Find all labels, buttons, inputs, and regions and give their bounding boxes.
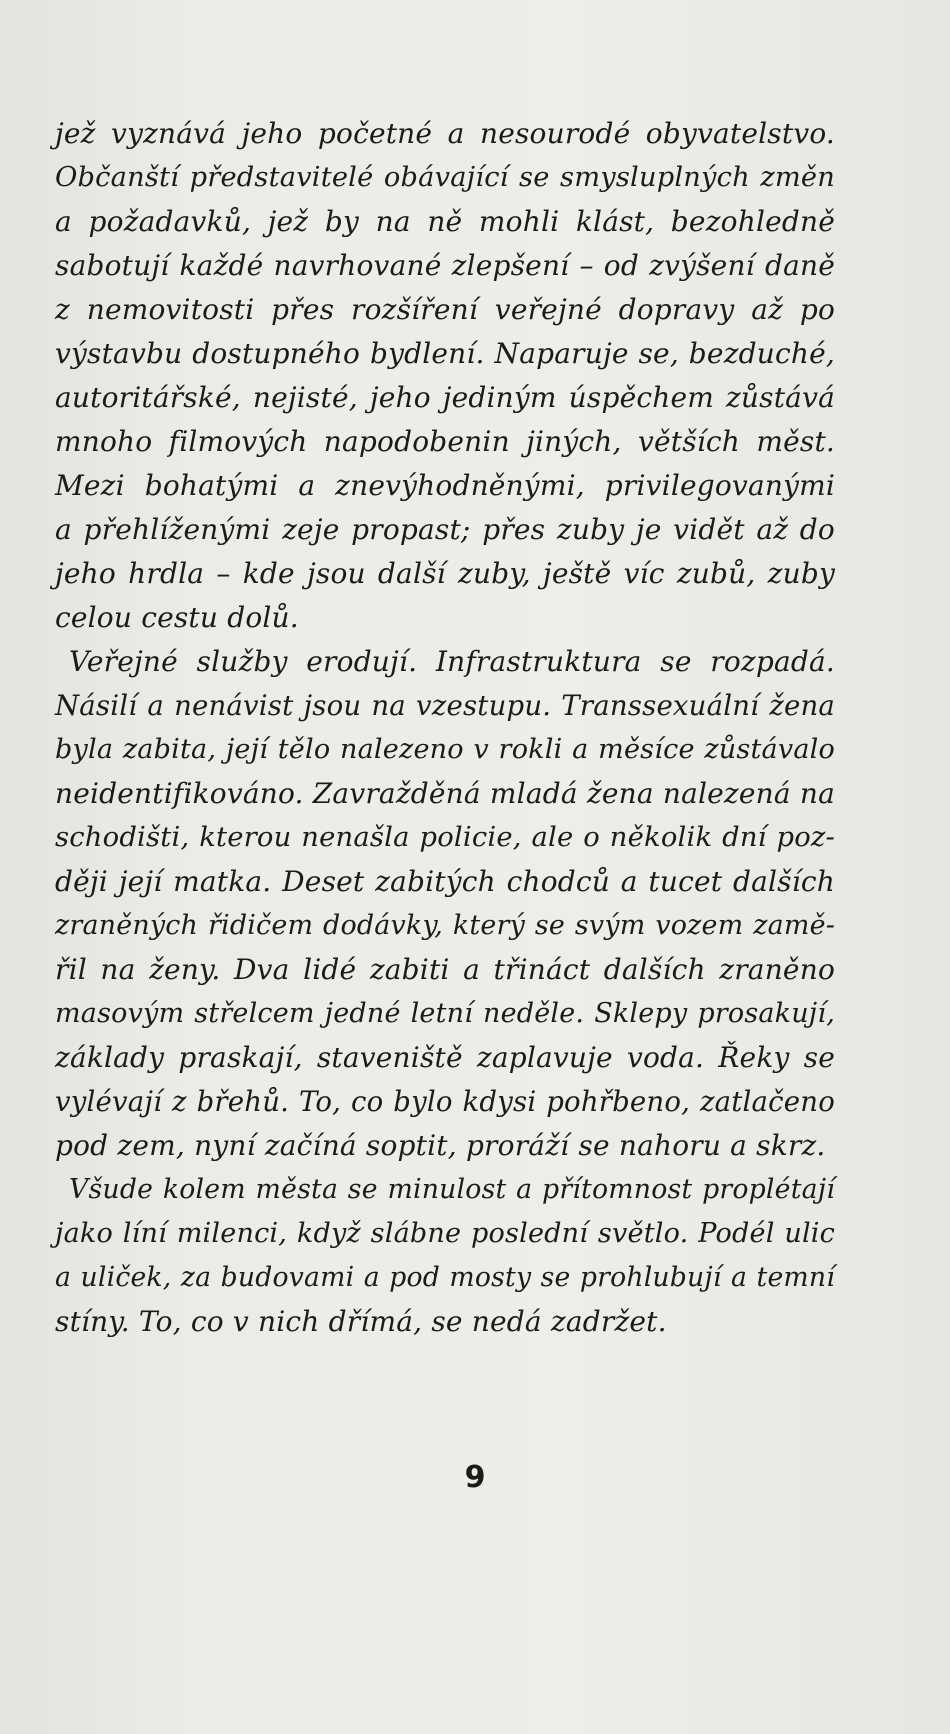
text-line: jako líní milenci, když slábne poslední světlo. Podél ulic <box>55 1218 835 1249</box>
text-line: celou cestu dolů. <box>55 601 299 634</box>
text-line: základy praskají, staveniště zaplavuje voda. Řeky se <box>55 1041 835 1074</box>
text-line: vylévají z břehů. To, co bylo kdysi pohřbeno, zatlačeno <box>55 1086 835 1118</box>
paragraph <box>55 1168 835 1344</box>
text-line: ději její matka. Deset zabitých chodců a tucet dalších <box>55 865 835 898</box>
text-line: zraněných řidičem dodávky, který se svým vozem zamě- <box>55 910 835 941</box>
text-line: Občanští představitelé obávající se smysluplných změn <box>55 162 835 193</box>
text-line: masovým střelcem jedné letní neděle. Sklepy prosakují, <box>55 998 835 1029</box>
page-number: 9 <box>464 1460 486 1495</box>
text-line: jeho hrdla – kde jsou další zuby, ještě víc zubů, zuby <box>55 557 835 590</box>
text-line: pod zem, nyní začíná soptit, proráží se nahoru a skrz. <box>55 1129 826 1162</box>
body-text <box>55 112 835 1344</box>
text-line: řil na ženy. Dva lidé zabiti a třináct dalších zraněno <box>55 953 835 986</box>
text-line: a uliček, za budovami a pod mosty se prohlubují a temní <box>55 1262 835 1293</box>
paragraph <box>55 640 835 1168</box>
text-line: a požadavků, jež by na ně mohli klást, bezohledně <box>55 205 835 238</box>
text-line: byla zabita, její tělo nalezeno v rokli a měsíce zůstávalo <box>55 734 835 765</box>
paragraph <box>55 112 835 640</box>
text-line: mnoho filmových napodobenin jiných, větších měst. <box>55 425 835 458</box>
text-line: Všude kolem města se minulost a přítomnost proplétají <box>69 1174 835 1205</box>
text-line: Mezi bohatými a znevýhodněnými, privilegovanými <box>55 469 835 502</box>
text-line: schodišti, kterou nenašla policie, ale o několik dní poz- <box>55 822 835 853</box>
text-line: jež vyznává jeho početné a nesourodé obyvatelstvo. <box>55 117 835 150</box>
text-line: Veřejné služby erodují. Infrastruktura se rozpadá. <box>69 645 835 678</box>
text-line: stíny. To, co v nich dřímá, se nedá zadržet. <box>55 1305 667 1338</box>
text-line: autoritářské, nejisté, jeho jediným úspěchem zůstává <box>55 381 835 414</box>
text-line: a přehlíženými zeje propast; přes zuby je vidět až do <box>55 513 835 546</box>
text-line: Násilí a nenávist jsou na vzestupu. Transsexuální žena <box>55 690 835 722</box>
text-line: z nemovitosti přes rozšíření veřejné dopravy až po <box>55 293 835 326</box>
text-line: výstavbu dostupného bydlení. Naparuje se, bezduché, <box>55 337 835 370</box>
text-line: neidentifikováno. Zavražděná mladá žena nalezená na <box>55 777 835 810</box>
text-line: sabotují každé navrhované zlepšení – od zvýšení daně <box>55 249 835 282</box>
